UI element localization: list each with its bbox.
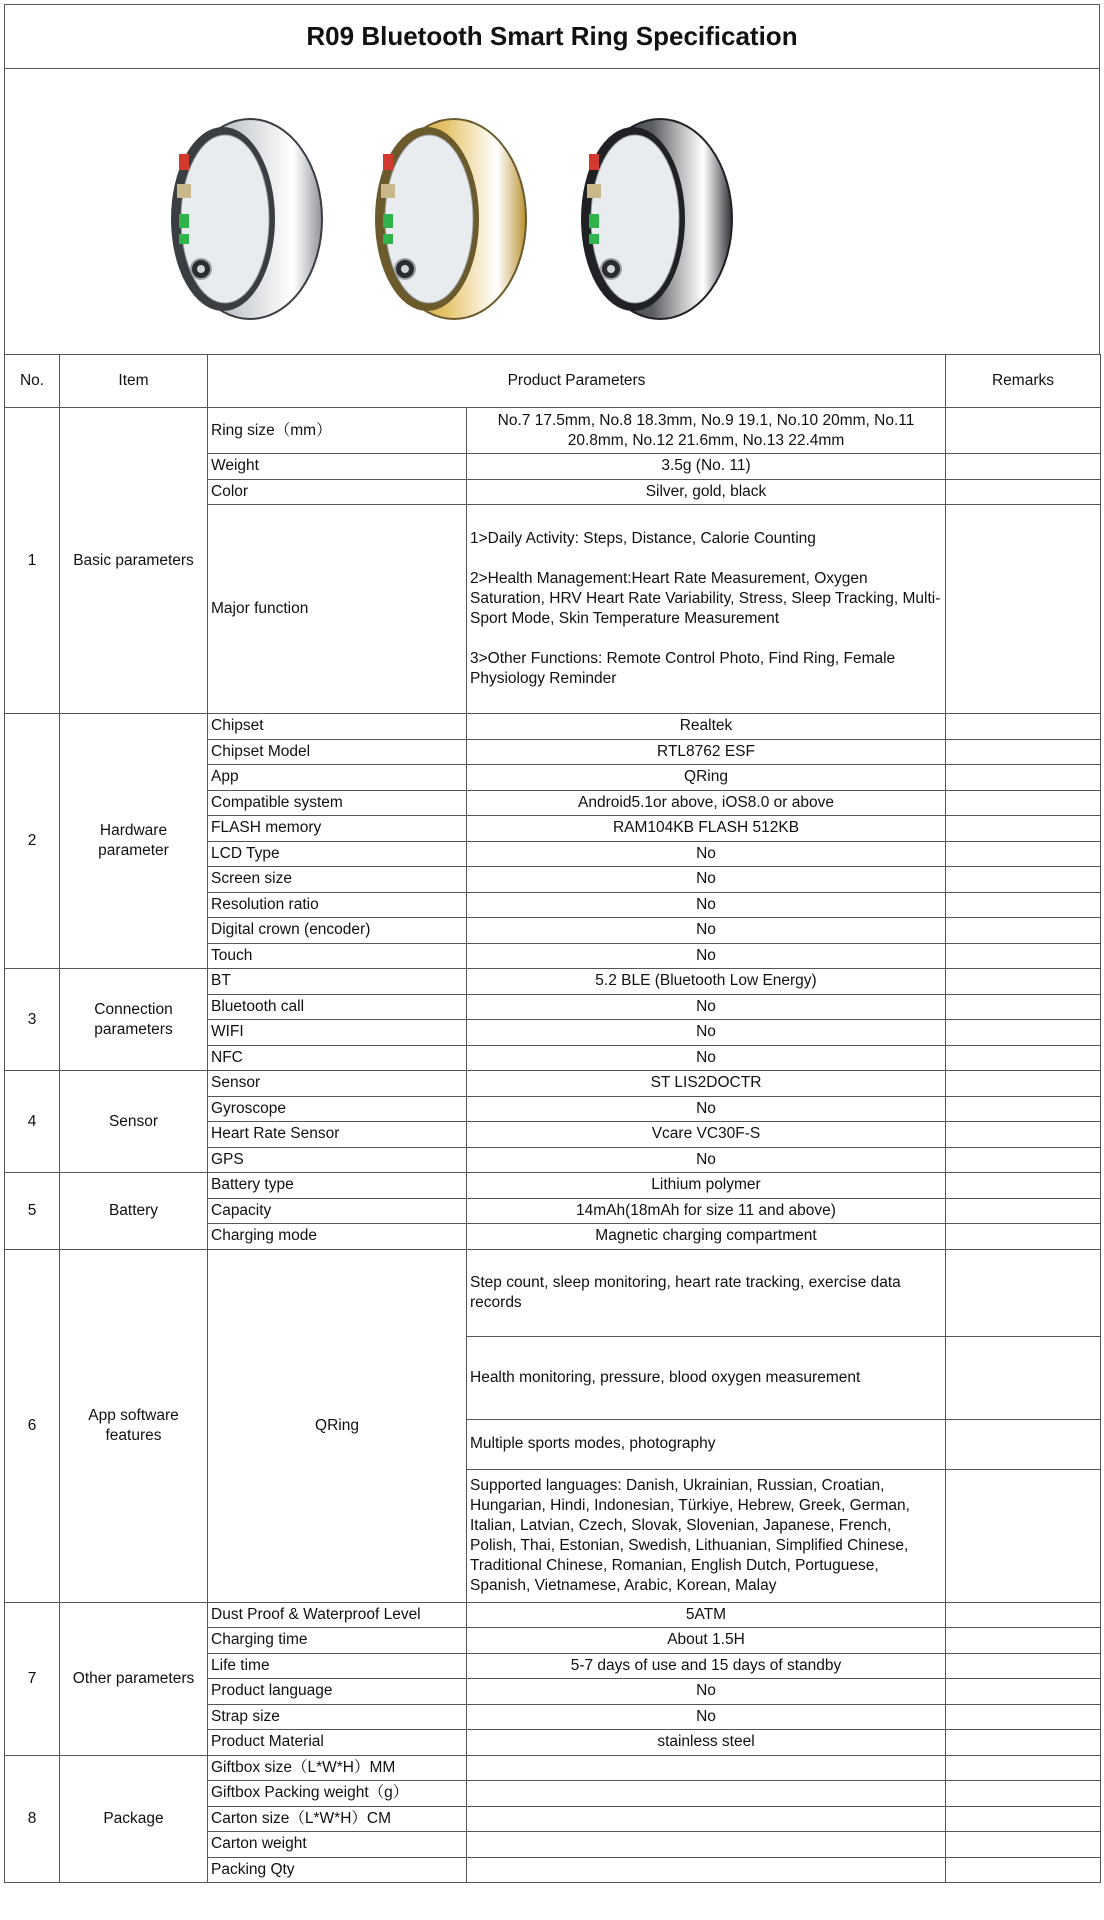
charging-contact-center — [401, 265, 409, 273]
function-line: 3>Other Functions: Remote Control Photo, Find Ring, Female Physiology Reminder — [470, 650, 896, 687]
remarks-cell — [946, 714, 1101, 740]
parameter-label: Color — [208, 479, 467, 505]
parameter-value: No — [467, 1679, 946, 1705]
parameter-value: Vcare VC30F-S — [467, 1122, 946, 1148]
ring-inner — [181, 135, 269, 303]
parameter-value: No — [467, 918, 946, 944]
chip — [177, 184, 191, 198]
green-led — [179, 234, 189, 244]
table-row — [5, 1249, 1101, 1336]
table-row — [5, 969, 1101, 995]
remarks-cell — [946, 1679, 1101, 1705]
remarks-cell — [946, 1198, 1101, 1224]
remarks-cell — [946, 739, 1101, 765]
feature-cell: Supported languages: Danish, Ukrainian, Russian, Croatian, Hungarian, Hindi, Indonesian, Türkiye, Hebrew, Greek, German, Italian, Latvian, Czech, Slovak, Slovenian, Japanese, French, Polish, Thai, Estonian, Swedish, Lithuanian, Simplified Chinese, Traditional Chinese, Romanian, English Dutch, Portuguese, Spanish, Vietnamese, Arabic, Korean, Malay — [467, 1469, 946, 1602]
parameter-value: No — [467, 1147, 946, 1173]
remarks-cell — [946, 1045, 1101, 1071]
remarks-cell — [946, 1096, 1101, 1122]
product-image-row — [4, 69, 1100, 354]
parameter-value — [467, 1857, 946, 1883]
parameter-value: QRing — [467, 765, 946, 791]
remarks-cell — [946, 505, 1101, 714]
parameter-label: Ring size（mm） — [208, 408, 467, 454]
feature-cell: Health monitoring, pressure, blood oxygen measurement — [467, 1336, 946, 1419]
parameter-label: Capacity — [208, 1198, 467, 1224]
app-name-cell: QRing — [208, 1249, 467, 1602]
remarks-cell — [946, 1419, 1101, 1469]
section-number: 7 — [5, 1602, 60, 1755]
parameter-label: Chipset — [208, 714, 467, 740]
function-line: 1>Daily Activity: Steps, Distance, Calorie Counting — [470, 530, 816, 547]
remarks-cell — [946, 765, 1101, 791]
ring-image-black — [565, 109, 735, 329]
remarks-cell — [946, 1653, 1101, 1679]
function-line: 2>Health Management:Heart Rate Measurement, Oxygen Saturation, HRV Heart Rate Variability, Stress, Sleep Tracking, Multi-Sport Mode, Skin Temperature Measurement — [470, 570, 941, 627]
parameter-value: stainless steel — [467, 1730, 946, 1756]
table-row — [5, 1602, 1101, 1628]
parameter-label: Major function — [208, 505, 467, 714]
section-number: 3 — [5, 969, 60, 1071]
parameter-value: About 1.5H — [467, 1628, 946, 1654]
green-led — [589, 214, 599, 228]
remarks-cell — [946, 1249, 1101, 1336]
parameter-label: Carton weight — [208, 1832, 467, 1858]
parameter-label: Strap size — [208, 1704, 467, 1730]
parameter-label: Digital crown (encoder) — [208, 918, 467, 944]
remarks-cell — [946, 1147, 1101, 1173]
section-number: 2 — [5, 714, 60, 969]
spec-sheet — [4, 4, 1100, 1883]
parameter-label: Giftbox Packing weight（g） — [208, 1781, 467, 1807]
parameter-value: No.7 17.5mm, No.8 18.3mm, No.9 19.1, No.10 20mm, No.11 20.8mm, No.12 21.6mm, No.13 22.4mm — [467, 408, 946, 454]
remarks-cell — [946, 1832, 1101, 1858]
section-name: Connection parameters — [60, 969, 208, 1071]
remarks-cell — [946, 408, 1101, 454]
remarks-cell — [946, 867, 1101, 893]
feature-cell: Step count, sleep monitoring, heart rate tracking, exercise data records — [467, 1249, 946, 1336]
remarks-cell — [946, 994, 1101, 1020]
parameter-label: LCD Type — [208, 841, 467, 867]
charging-contact-center — [197, 265, 205, 273]
parameter-label: Charging mode — [208, 1224, 467, 1250]
parameter-label: Giftbox size（L*W*H）MM — [208, 1755, 467, 1781]
remarks-cell — [946, 1020, 1101, 1046]
table-row — [5, 1173, 1101, 1199]
spec-table — [4, 354, 1101, 1883]
parameter-value: No — [467, 1045, 946, 1071]
parameter-label: WIFI — [208, 1020, 467, 1046]
remarks-cell — [946, 790, 1101, 816]
remarks-cell — [946, 943, 1101, 969]
parameter-label: Gyroscope — [208, 1096, 467, 1122]
header-no: No. — [5, 355, 60, 408]
parameter-value: 5-7 days of use and 15 days of standby — [467, 1653, 946, 1679]
parameter-value: 3.5g (No. 11) — [467, 454, 946, 480]
red-led — [589, 154, 599, 170]
remarks-cell — [946, 479, 1101, 505]
parameter-value: No — [467, 841, 946, 867]
parameter-value: Realtek — [467, 714, 946, 740]
table-header-row — [5, 355, 1101, 408]
remarks-cell — [946, 969, 1101, 995]
parameter-label: Bluetooth call — [208, 994, 467, 1020]
chip — [587, 184, 601, 198]
charging-contact-center — [607, 265, 615, 273]
section-number: 4 — [5, 1071, 60, 1173]
remarks-cell — [946, 1857, 1101, 1883]
parameter-label: Weight — [208, 454, 467, 480]
chip — [381, 184, 395, 198]
parameter-value — [467, 1832, 946, 1858]
header-remarks: Remarks — [946, 355, 1101, 408]
section-name: Package — [60, 1755, 208, 1883]
green-led — [383, 214, 393, 228]
section-name: App software features — [60, 1249, 208, 1602]
parameter-value: No — [467, 1020, 946, 1046]
parameter-value — [467, 1781, 946, 1807]
remarks-cell — [946, 816, 1101, 842]
ring-inner — [385, 135, 473, 303]
parameter-value: Android5.1or above, iOS8.0 or above — [467, 790, 946, 816]
section-name: Other parameters — [60, 1602, 208, 1755]
parameter-value: No — [467, 1704, 946, 1730]
red-led — [179, 154, 189, 170]
remarks-cell — [946, 892, 1101, 918]
table-row — [5, 714, 1101, 740]
parameter-label: Dust Proof & Waterproof Level — [208, 1602, 467, 1628]
parameter-value: No — [467, 943, 946, 969]
table-row — [5, 1071, 1101, 1097]
header-item: Item — [60, 355, 208, 408]
ring-image-gold — [359, 109, 529, 329]
page-title: R09 Bluetooth Smart Ring Specification — [4, 4, 1100, 69]
parameter-label: Product Material — [208, 1730, 467, 1756]
table-row — [5, 408, 1101, 454]
parameter-label: Life time — [208, 1653, 467, 1679]
parameter-label: App — [208, 765, 467, 791]
parameter-label: BT — [208, 969, 467, 995]
parameter-label: Screen size — [208, 867, 467, 893]
green-led — [179, 214, 189, 228]
parameter-value: Magnetic charging compartment — [467, 1224, 946, 1250]
parameter-label: Touch — [208, 943, 467, 969]
section-number: 1 — [5, 408, 60, 714]
parameter-value — [467, 505, 946, 714]
parameter-label: Charging time — [208, 1628, 467, 1654]
remarks-cell — [946, 1806, 1101, 1832]
parameter-label: Packing Qty — [208, 1857, 467, 1883]
section-name: Basic parameters — [60, 408, 208, 714]
feature-cell: Multiple sports modes, photography — [467, 1419, 946, 1469]
remarks-cell — [946, 1781, 1101, 1807]
remarks-cell — [946, 1336, 1101, 1419]
red-led — [383, 154, 393, 170]
parameter-label: FLASH memory — [208, 816, 467, 842]
parameter-value: ST LIS2DOCTR — [467, 1071, 946, 1097]
section-number: 5 — [5, 1173, 60, 1250]
ring-image-silver — [155, 109, 325, 329]
parameter-value: 5ATM — [467, 1602, 946, 1628]
parameter-value: No — [467, 1096, 946, 1122]
table-row — [5, 1755, 1101, 1781]
parameter-label: Heart Rate Sensor — [208, 1122, 467, 1148]
parameter-label: Compatible system — [208, 790, 467, 816]
parameter-value — [467, 1806, 946, 1832]
green-led — [589, 234, 599, 244]
remarks-cell — [946, 1628, 1101, 1654]
remarks-cell — [946, 918, 1101, 944]
parameter-value: Silver, gold, black — [467, 479, 946, 505]
parameter-label: GPS — [208, 1147, 467, 1173]
parameter-label: Chipset Model — [208, 739, 467, 765]
remarks-cell — [946, 1755, 1101, 1781]
parameter-label: Sensor — [208, 1071, 467, 1097]
parameter-value: RTL8762 ESF — [467, 739, 946, 765]
parameter-value: No — [467, 867, 946, 893]
parameter-label: Resolution ratio — [208, 892, 467, 918]
remarks-cell — [946, 1224, 1101, 1250]
section-name: Battery — [60, 1173, 208, 1250]
green-led — [383, 234, 393, 244]
parameter-label: Battery type — [208, 1173, 467, 1199]
remarks-cell — [946, 1704, 1101, 1730]
remarks-cell — [946, 1122, 1101, 1148]
header-product-parameters: Product Parameters — [208, 355, 946, 408]
parameter-value: No — [467, 994, 946, 1020]
parameter-value: No — [467, 892, 946, 918]
remarks-cell — [946, 1173, 1101, 1199]
parameter-label: Carton size（L*W*H）CM — [208, 1806, 467, 1832]
section-number: 6 — [5, 1249, 60, 1602]
section-name: Sensor — [60, 1071, 208, 1173]
section-name: Hardware parameter — [60, 714, 208, 969]
remarks-cell — [946, 1469, 1101, 1602]
parameter-label: NFC — [208, 1045, 467, 1071]
remarks-cell — [946, 1730, 1101, 1756]
remarks-cell — [946, 1602, 1101, 1628]
section-number: 8 — [5, 1755, 60, 1883]
parameter-value: 5.2 BLE (Bluetooth Low Energy) — [467, 969, 946, 995]
table-body — [5, 408, 1101, 1883]
remarks-cell — [946, 841, 1101, 867]
parameter-label: Product language — [208, 1679, 467, 1705]
remarks-cell — [946, 454, 1101, 480]
remarks-cell — [946, 1071, 1101, 1097]
parameter-value — [467, 1755, 946, 1781]
ring-inner — [591, 135, 679, 303]
parameter-value: Lithium polymer — [467, 1173, 946, 1199]
parameter-value: 14mAh(18mAh for size 11 and above) — [467, 1198, 946, 1224]
parameter-value: RAM104KB FLASH 512KB — [467, 816, 946, 842]
